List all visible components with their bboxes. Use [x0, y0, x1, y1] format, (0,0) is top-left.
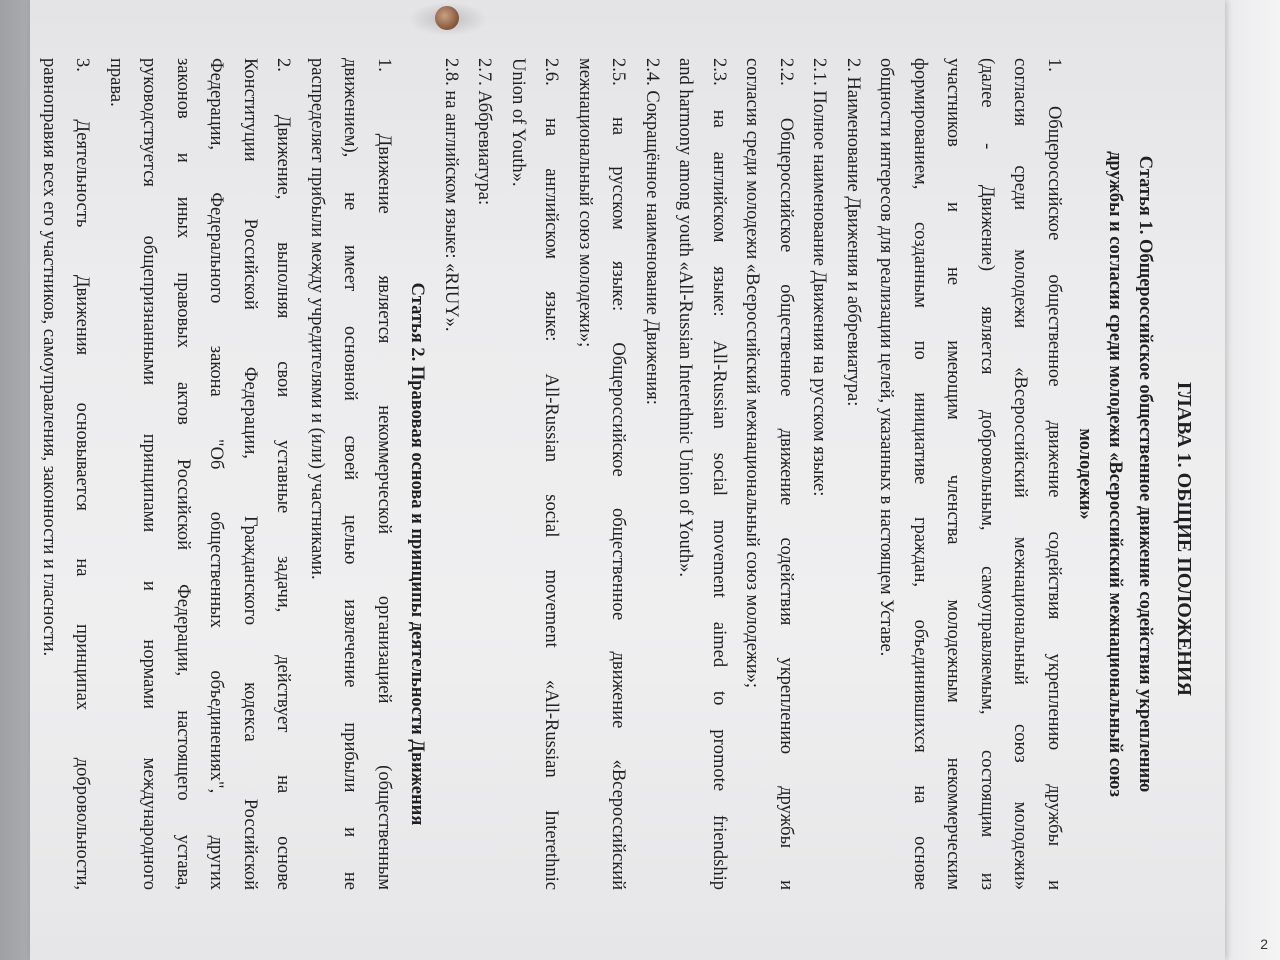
- body-line: Union of Youth».: [508, 58, 528, 187]
- rotated-text-block: [39, 0, 1220, 960]
- body-line: формированием, созданным по инициативе граждан, объединившихся на основе: [910, 58, 930, 890]
- body-line: распределяет прибыли между учредителями и (или) участниками.: [307, 58, 327, 580]
- body-line: 1. Движение является некоммерческой организацией (общественным: [374, 58, 394, 890]
- body-line: and harmony among youth «All-Russian Interethnic Union of Youth».: [675, 58, 696, 577]
- body-line: руководствуется общепризнанными принципами и нормами международного: [139, 58, 160, 890]
- body-line: (далее - Движение) является добровольным, самоуправляемым, состоящим из: [977, 58, 997, 890]
- article-1-title-line: дружбы и согласия среди молодежи «Всероссийский межнациональный союз: [1105, 151, 1125, 797]
- article-2-title: Статья 2. Правовая основа и принципы деятельности Движения: [407, 282, 428, 826]
- body-line: общности интересов для реализации целей, указанных в настоящем Уставе.: [876, 58, 897, 657]
- body-line: 2.6. на английском языке: All-Russian social movement «All-Russian Interethnic: [541, 58, 562, 890]
- body-line: Конституции Российской Федерации, Гражданского кодекса Российской: [240, 58, 260, 890]
- body-line: равноправия всех его участников, самоуправления, законности и гласности.: [39, 58, 59, 657]
- body-line: 2.7. Аббревиатура:: [474, 58, 495, 206]
- body-line: 2.4. Сокращённое наименование Движения:: [642, 58, 662, 405]
- body-line: движением), не имеет основной своей целью извлечение прибыли и не: [340, 58, 361, 890]
- article-1-body: [434, 58, 1071, 890]
- body-line: законов и иных правовых актов Российской Федерации, настоящего устава,: [173, 58, 193, 890]
- body-line: 2.3. на английском языке: All-Russian social movement aimed to promote friendship: [709, 58, 729, 890]
- body-line: 2.2. Общероссийское общественное движение содействия укреплению дружбы и: [776, 58, 796, 890]
- article-2-body: [32, 58, 401, 890]
- body-line: 2.5. на русском языке: Общероссийское общественное движение «Всероссийский: [608, 58, 629, 890]
- body-line: 2. Наименование Движения и аббревиатура:: [843, 58, 863, 407]
- body-line: 2.8. на английском языке: «RIUY».: [441, 58, 461, 332]
- article-1-title-line: Статья 1. Общероссийское общественное движение содействия укреплению: [1135, 155, 1155, 793]
- body-line: согласия среди молодежи «Всероссийский межнациональный союз молодежи»: [1010, 58, 1031, 890]
- document-page: [30, 0, 1225, 960]
- under-sheet-edge: [1217, 0, 1280, 960]
- body-line: участников и не имеющим членства молодежным некоммерческим: [943, 58, 964, 890]
- page-number: 2: [1260, 936, 1268, 952]
- article-1-title-line: молодежи»: [1075, 428, 1095, 520]
- body-line: 3. Деятельность Движения основывается на принципах добровольности,: [72, 58, 93, 890]
- article-1-title: [1070, 58, 1160, 890]
- body-line: 1. Общероссийское общественное движение содействия укреплению дружбы и: [1044, 58, 1064, 890]
- body-line: согласия среди молодежи «Всероссийский межнациональный союз молодежи»;: [742, 58, 763, 689]
- body-line: 2. Движение, выполняя свои уставные задачи, действует на основе: [273, 58, 294, 890]
- body-line: Федерации, Федерального закона "Об общественных объединениях", других: [206, 58, 227, 890]
- body-line: межнациональный союз молодежи»;: [575, 58, 595, 348]
- body-line: права.: [106, 58, 126, 107]
- body-line: 2.1. Полное наименование Движения на русском языке:: [809, 58, 830, 497]
- chapter-title: ГЛАВА 1. ОБЩИЕ ПОЛОЖЕНИЯ: [1173, 382, 1195, 696]
